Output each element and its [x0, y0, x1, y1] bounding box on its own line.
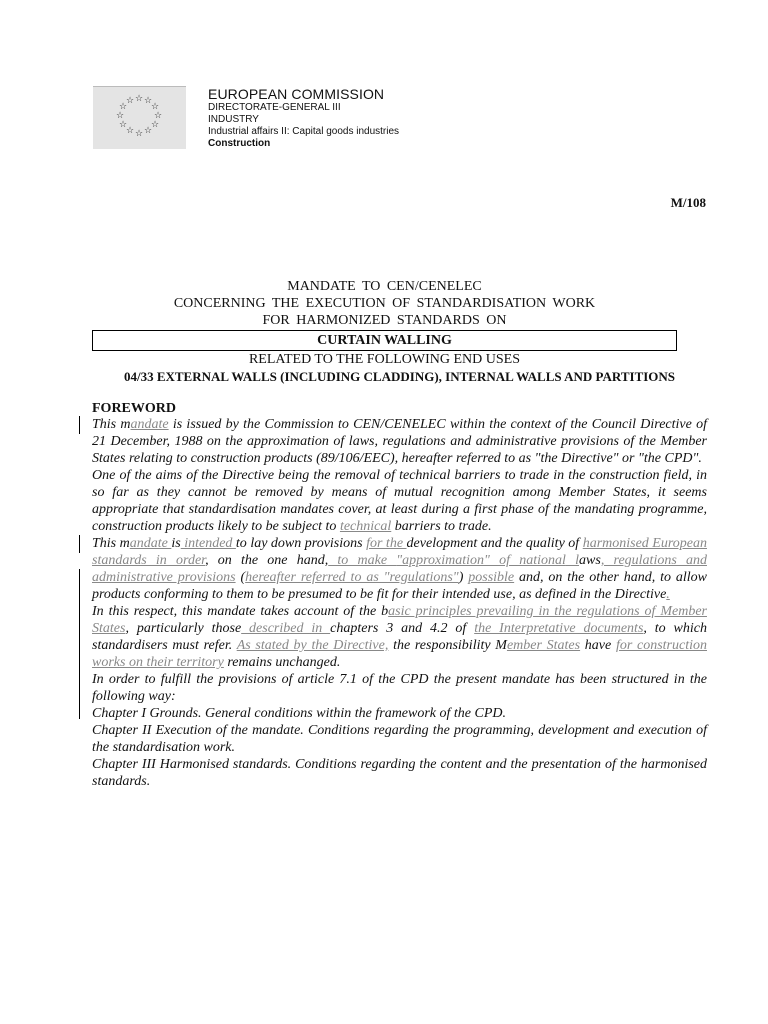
- title-line-1: MANDATE TO CEN/CENELEC: [287, 279, 482, 294]
- title-line-3: FOR HARMONIZED STANDARDS ON: [262, 313, 507, 328]
- revision-bar: [79, 535, 80, 553]
- svg-text:☆: ☆: [118, 120, 128, 130]
- foreword-paragraph: In order to fulfill the provisions of article 7.1 of the CPD the present mandate has been structured in the following way:: [92, 672, 707, 704]
- svg-text:☆: ☆: [118, 102, 128, 112]
- product-family-box: CURTAIN WALLING: [92, 330, 677, 351]
- svg-text:☆: ☆: [115, 111, 125, 121]
- end-use-line: 04/33 EXTERNAL WALLS (INCLUDING CLADDING), INTERNAL WALLS AND PARTITIONS: [123, 369, 676, 384]
- sector-name: Construction: [208, 138, 271, 149]
- svg-text:☆: ☆: [125, 96, 135, 106]
- svg-text:☆: ☆: [143, 96, 153, 106]
- chapter-outline-item: Chapter II Execution of the mandate. Conditions regarding the programming, development and execution of the standardisation work.: [92, 723, 707, 755]
- chapter-outline-item: Chapter I Grounds. General conditions within the framework of the CPD.: [92, 706, 507, 721]
- mandate-title: [92, 278, 677, 329]
- org-header: [208, 86, 399, 150]
- svg-text:☆: ☆: [143, 126, 153, 136]
- title-line-2: CONCERNING THE EXECUTION OF STANDARDISATION WORK: [173, 296, 596, 311]
- related-end-uses: RELATED TO THE FOLLOWING END USES: [248, 352, 521, 367]
- chapter-outline-item: Chapter III Harmonised standards. Conditions regarding the content and the presentation of the harmonised standards.: [92, 757, 707, 789]
- affairs-name: Industrial affairs II: Capital goods industries: [208, 126, 400, 137]
- svg-text:☆: ☆: [153, 111, 163, 121]
- foreword-paragraph: This mandate is issued by the Commission to CEN/CENELEC within the context of the Council Directive of 21 December, 1988 on the approximation of laws, regulations and administrative provisions of the Member States relating to construction products (89/106/EEC), hereafter referred to as "the Directive" or "the CPD".: [92, 417, 707, 466]
- foreword-body: [92, 416, 707, 790]
- svg-text:☆: ☆: [125, 126, 135, 136]
- mandate-reference: M/108: [670, 195, 706, 210]
- foreword-heading: FOREWORD: [92, 401, 176, 416]
- eu-emblem: [93, 86, 186, 149]
- svg-text:☆: ☆: [150, 120, 160, 130]
- svg-text:☆: ☆: [134, 129, 144, 139]
- dg-name: DIRECTORATE-GENERAL III: [208, 102, 341, 113]
- eu-stars-icon: [93, 87, 186, 149]
- org-name: EUROPEAN COMMISSION: [208, 86, 385, 102]
- svg-text:☆: ☆: [134, 94, 144, 104]
- foreword-paragraph: This mandate is intended to lay down provisions for the development and the quality of harmonised European standards in order, on the one hand, to make "approximation" of national laws, regulations and administrative provisions (hereafter referred to as "regulations") possible and, on the other hand, to allow products conforming to them to be presumed to be fit for their intended use, as defined in the Directive.: [92, 536, 707, 602]
- svg-text:☆: ☆: [150, 102, 160, 112]
- revision-bar: [79, 416, 80, 434]
- foreword-paragraph: In this respect, this mandate takes account of the basic principles prevailing in the regulations of Member States, particularly those described in chapters 3 and 4.2 of the Interpretative documents, to which standardisers must refer. As stated by the Directive, the responsibility Member States have for construction works on their territory remains unchanged.: [92, 604, 707, 670]
- revision-bar: [79, 569, 80, 719]
- unit-name: INDUSTRY: [208, 114, 259, 125]
- foreword-paragraph: One of the aims of the Directive being the removal of technical barriers to trade in the construction field, in so far as they cannot be removed by means of mutual recognition among Member States, it seems appropriate that standardisation mandates cover, at least during a first phase of the mandating programme, construction products likely to be subject to technical barriers to trade.: [92, 468, 707, 534]
